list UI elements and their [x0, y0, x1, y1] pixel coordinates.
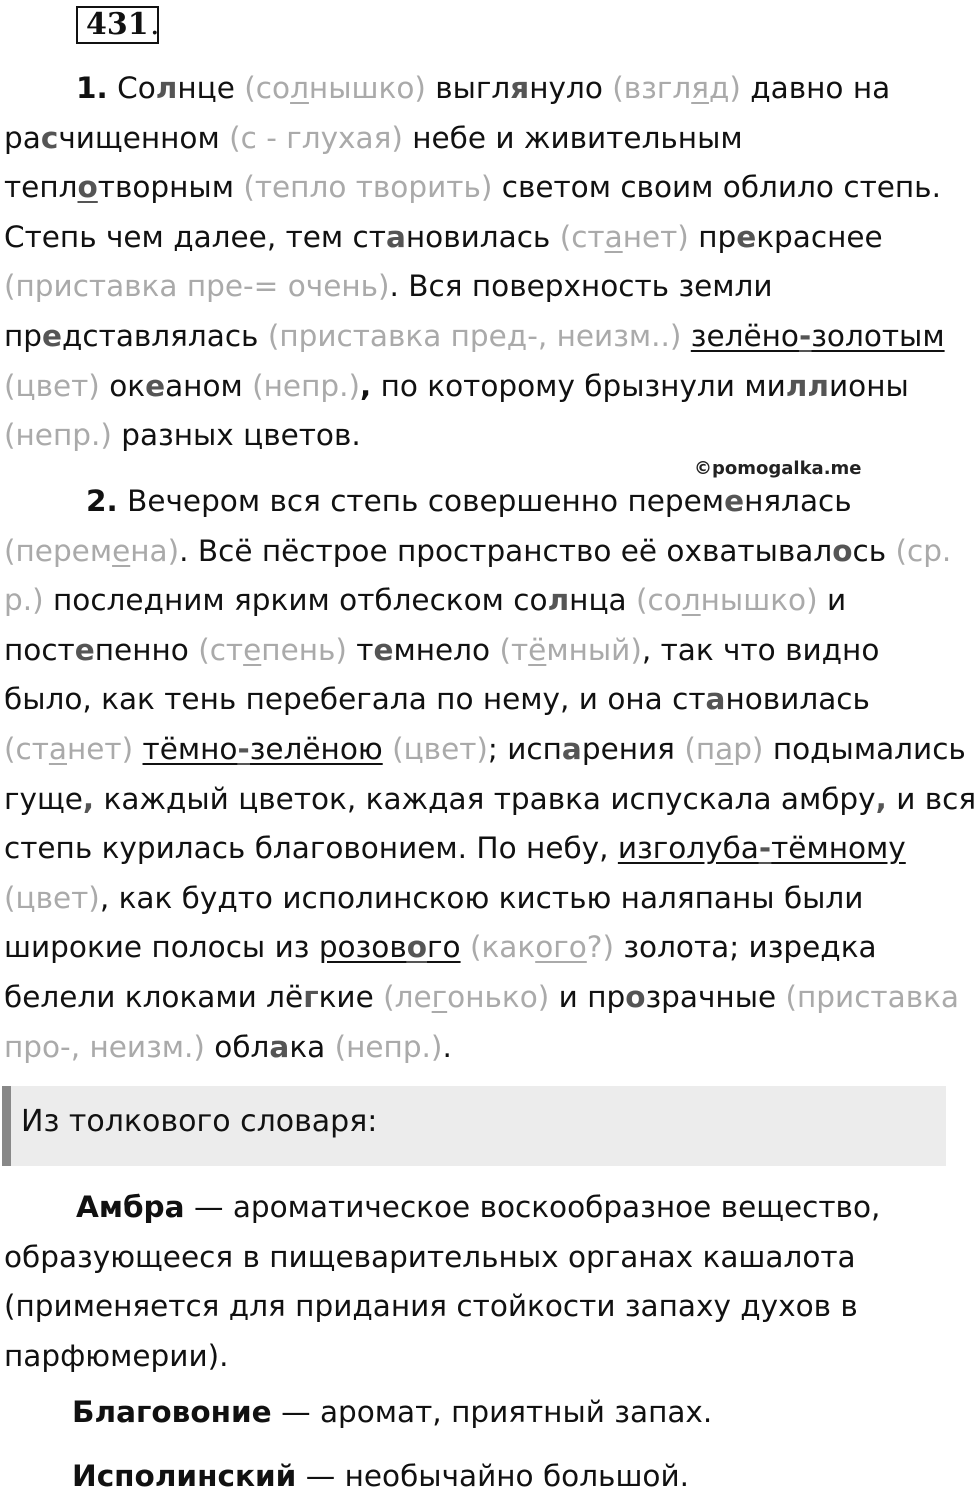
text: ; исп — [487, 731, 562, 766]
hint: (тепло творить) — [243, 170, 502, 205]
letter: г — [303, 979, 319, 1014]
text: новилась — [725, 682, 870, 717]
text: . Всё пёстрое пространство её охватывал — [179, 533, 833, 568]
hint-letter: ё — [528, 632, 547, 667]
hint: (цвет) — [4, 880, 100, 915]
definition-text: парфюмерии). — [4, 1338, 229, 1373]
p2-line-9 — [4, 874, 960, 924]
p1-number: 1. — [76, 71, 108, 105]
p1-line-1 — [4, 64, 960, 114]
definition-term: Исполинский — [72, 1459, 297, 1493]
definition-term: Благовоние — [72, 1395, 272, 1429]
text: , как будто исполинскою кистью наляпаны были — [99, 880, 864, 915]
hint: р.) — [4, 583, 53, 618]
definition-line — [4, 1233, 954, 1283]
text: нце — [177, 71, 245, 105]
exercise-number-dot: . — [150, 7, 160, 42]
hint: (приставка — [785, 979, 959, 1014]
letter: е — [74, 632, 95, 667]
definition-blagovonie — [4, 1388, 954, 1438]
text: нуло — [529, 71, 613, 105]
p2-line-8 — [4, 824, 960, 874]
hint: (ст — [4, 731, 49, 766]
p1-line-7 — [4, 362, 960, 412]
text: новилась — [405, 219, 560, 254]
underlined-word: тёмному — [771, 831, 906, 866]
text: и вся — [886, 781, 976, 816]
p1-line-6 — [4, 312, 960, 362]
hint: (со — [244, 71, 291, 105]
definition-text: — необычайно большой. — [296, 1459, 690, 1493]
exercise-number: 431 — [76, 6, 159, 44]
hint-letter: л — [681, 583, 701, 618]
text: подымались — [772, 731, 966, 766]
comma: , — [875, 781, 887, 816]
hint: нет) — [622, 219, 699, 254]
definition-text: — ароматическое воскообразное вещество, — [184, 1190, 881, 1224]
hint: (цвет) — [4, 368, 110, 403]
underlined-word: го — [427, 930, 461, 965]
underlined-word: золотым — [811, 318, 945, 353]
underlined-word: изголуба — [617, 831, 759, 866]
hyphen: - — [798, 318, 812, 353]
hint: (непр.) — [252, 368, 360, 403]
hint: р) — [733, 731, 773, 766]
text: разных цветов. — [121, 418, 361, 453]
letter: а — [561, 731, 582, 766]
underlined-word: зелёно — [690, 318, 799, 353]
text: гуще — [4, 781, 83, 816]
letter: лл — [785, 368, 829, 403]
letter: а — [705, 682, 726, 717]
hint: пень) — [261, 632, 357, 667]
definition-text: (применяется для придания стойкости запаху духов в — [4, 1289, 858, 1324]
hint: (непр.) — [334, 1029, 443, 1064]
hint-letter: л — [290, 71, 309, 105]
hint: (со — [636, 583, 682, 618]
text: чищенном — [58, 120, 230, 155]
text: аном — [165, 368, 253, 403]
letter: а — [385, 219, 406, 254]
p2-line-1 — [4, 477, 960, 527]
text: ок — [109, 368, 146, 403]
letter: о — [77, 170, 98, 205]
hint: (п — [684, 731, 716, 766]
comma: , — [82, 781, 95, 816]
p2-line-2 — [4, 527, 960, 577]
letter: л — [155, 71, 178, 105]
text: Со — [107, 71, 156, 105]
text: пр — [698, 219, 737, 254]
text: и пр — [558, 979, 626, 1014]
hint-letter: г — [431, 979, 448, 1014]
letter: е — [373, 632, 394, 667]
text: творным — [97, 170, 244, 205]
text: нца — [569, 583, 636, 618]
hint: (непр.) — [4, 418, 122, 453]
text: выгл — [435, 71, 511, 105]
hint: (цвет) — [382, 731, 488, 766]
text: обл — [214, 1029, 270, 1064]
hint: (ст — [559, 219, 605, 254]
letter: я — [510, 71, 530, 105]
hyphen: - — [758, 831, 772, 866]
letter: л — [547, 583, 570, 618]
hint: (ср. — [895, 533, 952, 568]
hint-letter: а — [604, 219, 623, 254]
text: пенно — [94, 632, 199, 667]
hint: онько) — [447, 979, 559, 1014]
text: . — [442, 1029, 452, 1064]
hint: (приставка пре-= очень) — [4, 269, 390, 304]
hyphen: - — [237, 731, 250, 766]
text: степь курилась благовонием. По небу, — [4, 831, 618, 866]
text: мнело — [393, 632, 500, 667]
text: золота; изредка — [623, 930, 877, 965]
text: зрачные — [645, 979, 786, 1014]
text: было, как тень перебегала по нему, и она ст — [4, 682, 706, 717]
letter: о — [832, 533, 853, 568]
letter: а — [269, 1029, 290, 1064]
definition-ispolinsky — [4, 1452, 954, 1502]
p2-line-4 — [4, 626, 960, 676]
text: дставлялась — [62, 318, 268, 353]
letter: е — [145, 368, 166, 403]
definition-line — [4, 1388, 954, 1438]
paragraph-2 — [4, 477, 976, 1072]
hint: (с - глухая) — [229, 120, 413, 155]
p2-line-6 — [4, 725, 966, 775]
letter: е — [724, 484, 745, 518]
hint: (как — [460, 930, 536, 965]
hint: нышко) — [308, 71, 436, 105]
letter: е — [42, 318, 63, 353]
p1-line-4 — [4, 213, 960, 263]
text: . Вся поверхность земли — [389, 269, 773, 304]
p2-number: 2. — [86, 484, 118, 518]
text: тепл — [4, 170, 78, 205]
letter: о — [625, 979, 646, 1014]
letter: е — [736, 219, 757, 254]
text: и — [826, 583, 847, 618]
hint: на) — [130, 533, 180, 568]
text: краснее — [756, 219, 883, 254]
hint: нет) — [67, 731, 143, 766]
underlined-word: розов — [318, 930, 407, 965]
hint-letter: а — [715, 731, 734, 766]
letter: с — [40, 120, 59, 155]
text: ка — [289, 1029, 335, 1064]
hint-ending: ого — [535, 930, 587, 965]
hint: (приставка пред-, неизм..) — [267, 318, 691, 353]
text: небе и живительным — [412, 120, 743, 155]
paragraph-1 — [4, 64, 960, 461]
dictionary-title: Из толкового словаря: — [21, 1104, 378, 1139]
p1-line-5 — [4, 262, 960, 312]
definition-term: Амбра — [76, 1190, 185, 1224]
p2-line-5 — [4, 675, 960, 725]
hint: (перем — [4, 533, 113, 568]
p1-line-3 — [4, 163, 960, 213]
hint: (ле — [383, 979, 432, 1014]
underlined-word: зелёною — [249, 731, 383, 766]
hint: нышко) — [700, 583, 827, 618]
hint-letter: е — [243, 632, 262, 667]
text: рения — [581, 731, 685, 766]
text: ионы — [828, 368, 909, 403]
hint-letter: я — [691, 71, 709, 105]
definition-line — [4, 1282, 954, 1332]
text: по которому брызнули ми — [371, 368, 786, 403]
hint: (ст — [198, 632, 244, 667]
p1-line-2 — [4, 114, 960, 164]
text: т — [356, 632, 374, 667]
text: Вечером вся степь совершенно перем — [117, 484, 725, 518]
definition-text: образующееся в пищеварительных органах кашалота — [4, 1239, 856, 1274]
p2-line-7 — [4, 775, 976, 825]
p2-line-11 — [4, 973, 960, 1023]
definition-line — [4, 1183, 954, 1233]
definition-ambra — [4, 1183, 954, 1381]
text: нялась — [744, 484, 852, 518]
definition-text: — аромат, приятный запах. — [271, 1395, 713, 1429]
definition-line — [4, 1332, 954, 1382]
hint: ?) — [586, 930, 624, 965]
hint: д) — [708, 71, 751, 105]
text: широкие полосы из — [4, 930, 319, 965]
hint-letter: а — [48, 731, 67, 766]
text: светом своим облило степь. — [501, 170, 941, 205]
dictionary-header — [2, 1086, 946, 1166]
text: пр — [4, 318, 43, 353]
comma: , — [360, 368, 372, 403]
hint: про-, неизм.) — [4, 1029, 215, 1064]
watermark: ©pomogalka.me — [694, 458, 862, 479]
text: пост — [4, 632, 75, 667]
text: , так что видно — [641, 632, 880, 667]
p2-line-3 — [4, 576, 960, 626]
text: каждый цветок, каждая травка испускала амбру — [94, 781, 876, 816]
hint: мный) — [546, 632, 642, 667]
hint: (т — [499, 632, 529, 667]
letter: о — [406, 930, 428, 965]
text: Степь чем далее, тем ст — [4, 219, 386, 254]
text: давно на — [750, 71, 891, 105]
text: последним ярким отблеском со — [53, 583, 548, 618]
p2-line-12 — [4, 1023, 960, 1073]
p2-line-10 — [4, 923, 960, 973]
text: ра — [4, 120, 41, 155]
hint: (взгл — [612, 71, 692, 105]
hint-letter: е — [112, 533, 131, 568]
p1-line-8 — [4, 411, 960, 461]
underlined-word: тёмно — [142, 731, 238, 766]
definition-line — [4, 1452, 954, 1502]
text: кие — [318, 979, 384, 1014]
text: белели клоками лё — [4, 979, 304, 1014]
text: сь — [852, 533, 896, 568]
